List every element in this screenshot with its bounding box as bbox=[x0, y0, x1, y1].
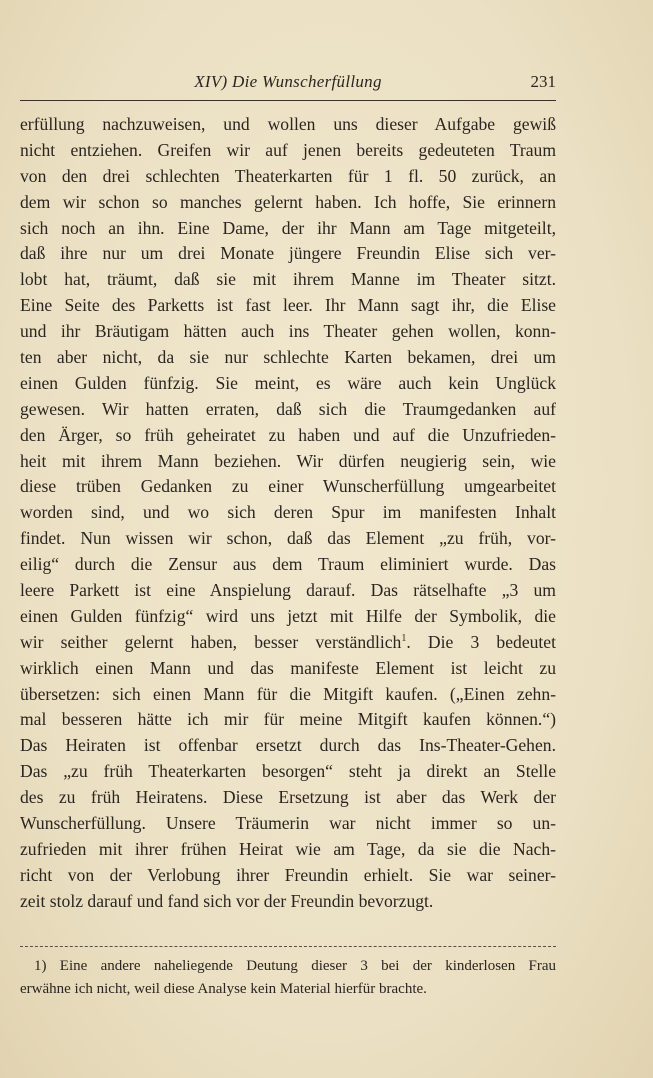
header-rule bbox=[20, 100, 556, 101]
text-line: zeit stolz darauf und fand sich vor der Freundin bevorzugt. bbox=[20, 890, 434, 911]
text-line: richt von der Verlobung ihrer Freundin erhielt. Sie war seiner- bbox=[20, 864, 556, 885]
page-number: 231 bbox=[530, 72, 556, 91]
footnote-marker: 1 bbox=[401, 632, 407, 644]
text-line: sich noch an ihn. Eine Dame, der ihr Mann am Tage mitgeteilt, bbox=[20, 217, 556, 238]
footnote-rule bbox=[20, 946, 556, 947]
line-start: wir seither gelernt haben, besser verständlich bbox=[20, 631, 402, 652]
text-line: worden sind, und wo sich deren Spur im manifesten Inhalt bbox=[20, 502, 556, 523]
text-line: gewesen. Wir hatten erraten, daß sich die Traumgedanken auf bbox=[20, 398, 556, 419]
text-line: ten aber nicht, da sie nur schlechte Karten bekamen, drei um bbox=[20, 347, 556, 368]
text-line: wirklich einen Mann und das manifeste Element ist leicht zu bbox=[20, 657, 556, 678]
text-line: diese trüben Gedanken zu einer Wunscherfüllung umgearbeitet bbox=[20, 476, 556, 497]
text-line: findet. Nun wissen wir schon, daß das Element „zu früh, vor- bbox=[20, 528, 556, 549]
text-line: mal besseren hätte ich mir für meine Mitgift kaufen können.“) bbox=[20, 709, 556, 730]
text-line: leere Parkett ist eine Anspielung darauf. Das rätselhafte „3 um bbox=[20, 580, 556, 601]
text-line: heit mit ihrem Mann beziehen. Wir dürfen neugierig sein, wie bbox=[20, 450, 556, 471]
running-title: XIV) Die Wunscherfüllung bbox=[194, 72, 382, 91]
text-line: Eine Seite des Parketts ist fast leer. Ihr Mann sagt ihr, die Elise bbox=[20, 295, 556, 316]
text-line: und ihr Bräutigam hätten auch ins Theater gehen wollen, konn- bbox=[20, 321, 556, 342]
text-line: einen Gulden fünfzig. Sie meint, es wäre auch kein Unglück bbox=[20, 372, 556, 393]
text-line-with-footnote bbox=[20, 630, 556, 656]
footnote-line: erwähne ich nicht, weil diese Analyse kein Material hierfür brachte. bbox=[20, 981, 427, 997]
text-line: zufrieden mit ihrer frühen Heirat wie am Tage, da sie die Nach- bbox=[20, 838, 556, 859]
text-line: erfüllung nachzuweisen, und wollen uns dieser Aufgabe gewiß bbox=[20, 114, 556, 134]
line-end: . Die 3 bedeutet bbox=[406, 631, 557, 652]
text-line: eilig“ durch die Zensur aus dem Traum eliminiert wurde. Das bbox=[20, 554, 556, 575]
page-header bbox=[20, 68, 556, 98]
text-line: Wunscherfüllung. Unsere Träumerin war nicht immer so un- bbox=[20, 813, 556, 834]
text-line: Das Heiraten ist offenbar ersetzt durch das Ins-Theater-Gehen. bbox=[20, 735, 556, 756]
text-line: lobt hat, träumt, daß sie mit ihrem Manne im Theater sitzt. bbox=[20, 269, 556, 290]
footnote-line: 1) Eine andere naheliegende Deutung dieser 3 bei der kinderlosen Frau bbox=[34, 958, 556, 974]
text-line: dem wir schon so manches gelernt haben. Ich hoffe, Sie erinnern bbox=[20, 191, 556, 212]
body-text bbox=[20, 112, 556, 915]
footnotes bbox=[20, 955, 556, 1001]
text-line: daß ihre nur um drei Monate jüngere Freundin Elise sich ver- bbox=[20, 243, 556, 264]
text-line: von den drei schlechten Theaterkarten für 1 fl. 50 zurück, an bbox=[20, 165, 556, 186]
text-line: des zu früh Heiratens. Diese Ersetzung ist aber das Werk der bbox=[20, 787, 556, 808]
text-line: nicht entziehen. Greifen wir auf jenen bereits gedeuteten Traum bbox=[20, 139, 556, 160]
text-line: Das „zu früh Theaterkarten besorgen“ steht ja direkt an Stelle bbox=[20, 761, 556, 782]
text-line: übersetzen: sich einen Mann für die Mitgift kaufen. („Einen zehn- bbox=[20, 683, 556, 704]
text-line: einen Gulden fünfzig“ wird uns jetzt mit Hilfe der Symbolik, die bbox=[20, 605, 556, 626]
text-line: den Ärger, so früh geheiratet zu haben und auf die Unzufrieden- bbox=[20, 424, 556, 445]
